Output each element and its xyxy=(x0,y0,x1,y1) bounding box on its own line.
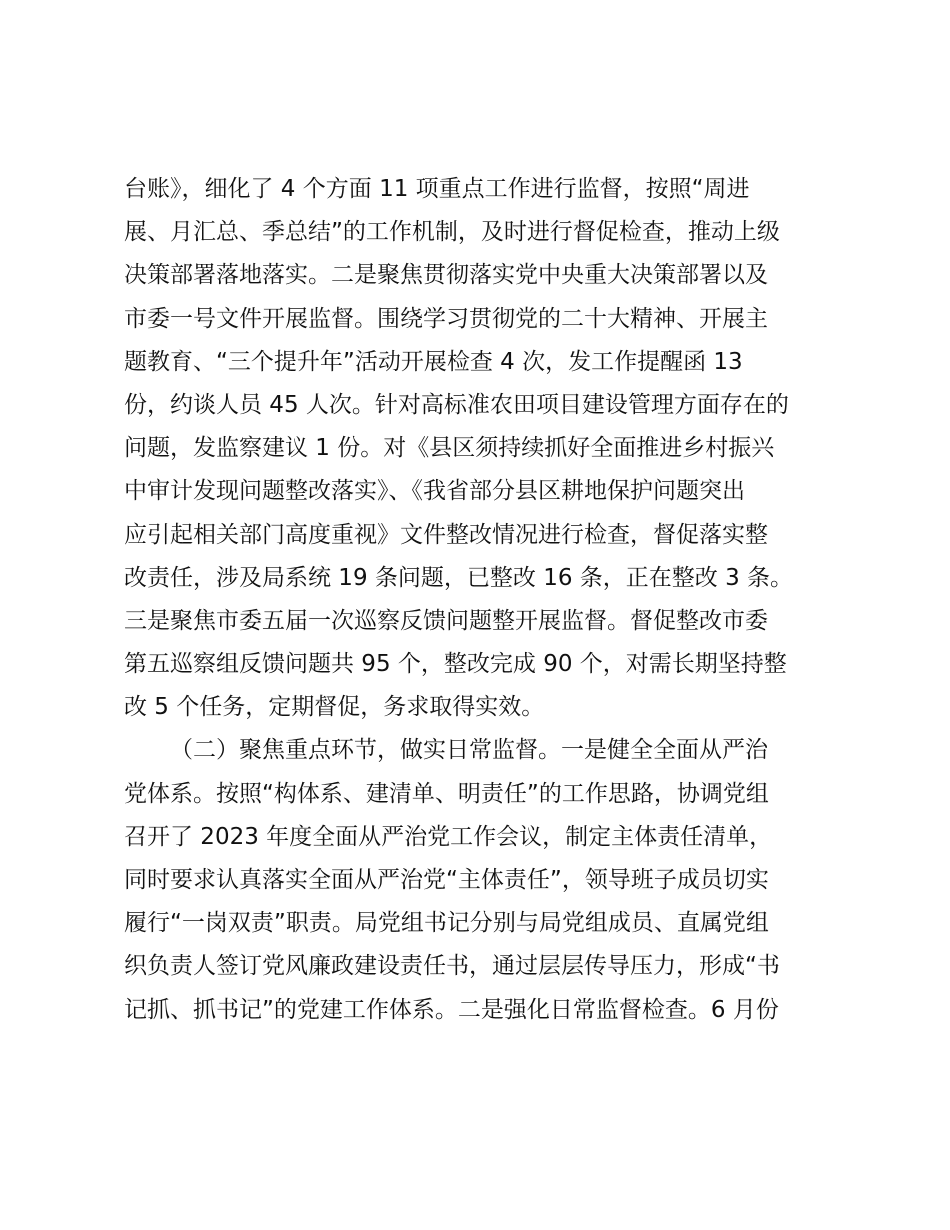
text-line: 记抓、抓书记”的党建工作体系。二是强化日常监督检查。6 月份 xyxy=(124,996,779,1023)
text-line: 织负责人签订党风廉政建设责任书，通过层层传导压力，形成“书 xyxy=(124,953,780,980)
text-line: 第五巡察组反馈问题共 95 个，整改完成 90 个，对需长期坚持整 xyxy=(124,651,787,678)
text-line: 市委一号文件开展监督。围绕学习贯彻党的二十大精神、开展主 xyxy=(124,305,768,332)
text-line: 决策部署落地落实。二是聚焦贯彻落实党中央重大决策部署以及 xyxy=(124,262,768,289)
text-line: 改责任，涉及局系统 19 条问题，已整改 16 条，正在整改 3 条。 xyxy=(124,564,794,591)
text-line: 份，约谈人员 45 人次。针对高标准农田项目建设管理方面存在的 xyxy=(124,391,789,418)
section-heading-line: （二）聚焦重点环节，做实日常监督。一是健全全面从严治 xyxy=(170,737,768,764)
text-line: 同时要求认真落实全面从严治党“主体责任”，领导班子成员切实 xyxy=(124,867,769,893)
body-text xyxy=(124,168,844,1032)
text-line: 改 5 个任务，定期督促，务求取得实效。 xyxy=(124,694,545,721)
text-line: 问题，发监察建议 1 份。对《县区须持续抓好全面推进乡村振兴 xyxy=(124,435,775,462)
text-line: 台账》，细化了 4 个方面 11 项重点工作进行监督，按照“周进 xyxy=(124,176,750,202)
text-line: 题教育、“三个提升年”活动开展检查 4 次，发工作提醒函 13 xyxy=(124,348,743,375)
text-line: 应引起相关部门高度重视》文件整改情况进行检查，督促落实整 xyxy=(124,521,768,548)
text-line: 三是聚焦市委五届一次巡察反馈问题整开展监督。督促整改市委 xyxy=(124,607,768,634)
text-line: 中审计发现问题整改落实》、《我省部分县区耕地保护问题突出 xyxy=(124,478,745,505)
text-line: 履行“一岗双责”职责。局党组书记分别与局党组成员、直属党组 xyxy=(124,910,769,937)
text-line: 展、月汇总、季总结”的工作机制，及时进行督促检查，推动上级 xyxy=(124,219,780,246)
text-line: 党体系。按照“构体系、建清单、明责任”的工作思路，协调党组 xyxy=(124,780,769,807)
text-line: 召开了 2023 年度全面从严治党工作会议，制定主体责任清单， xyxy=(124,823,773,850)
